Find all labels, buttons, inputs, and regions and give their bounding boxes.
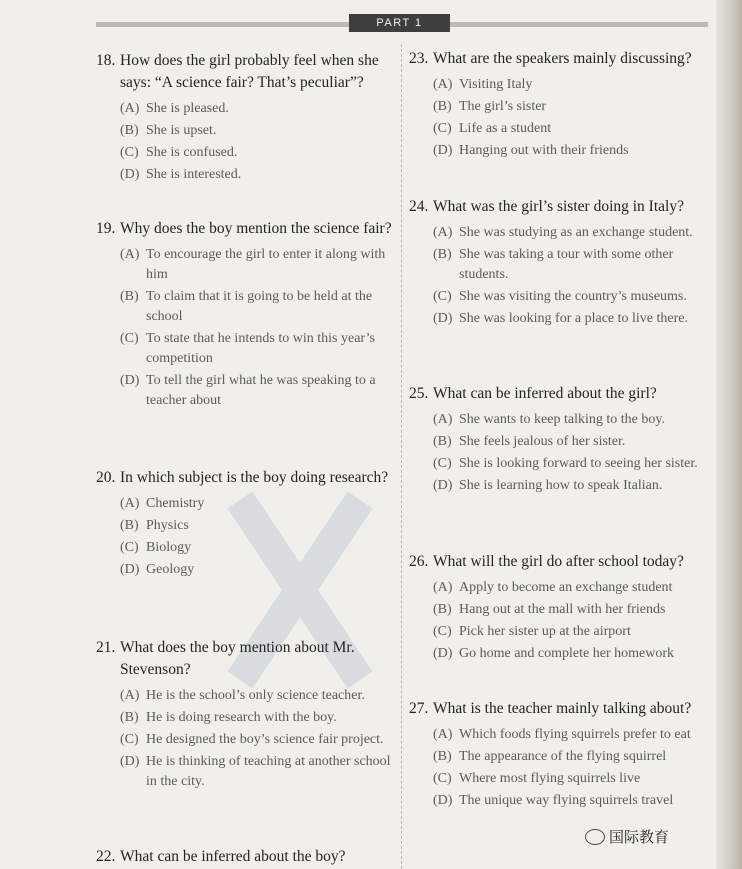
question-number: 21. (96, 639, 116, 656)
question-number: 18. (96, 52, 116, 69)
option-b: (B) Hang out at the mall with her friends (433, 602, 666, 617)
option-c: (C) Biology (120, 540, 192, 555)
option-a: (A) Chemistry (120, 496, 205, 511)
option-b: (B) She was taking a tour with some other students. (433, 247, 674, 282)
option-a: (A) Which foods flying squirrels prefer to eat (433, 727, 691, 742)
option-b: (B) She feels jealous of her sister. (433, 434, 626, 449)
option-d: (D) She was looking for a place to live there. (433, 311, 688, 326)
question-21 (96, 637, 396, 794)
option-c: (C) To state that he intends to win this year’s competition (120, 331, 375, 366)
option-a: (A) Visiting Italy (433, 77, 533, 92)
question-text: What is the teacher mainly talking about? (433, 700, 692, 717)
question-20 (96, 467, 396, 582)
option-a: (A) She wants to keep talking to the boy. (433, 412, 665, 427)
option-c: (C) She was visiting the country’s museums. (433, 289, 687, 304)
question-26 (409, 551, 709, 666)
column-divider (401, 44, 402, 869)
option-a: (A) He is the school’s only science teacher. (120, 688, 365, 703)
part-label: PART 1 (349, 14, 450, 32)
question-number: 20. (96, 469, 116, 486)
question-text: What does the boy mention about Mr. Stevenson? (120, 639, 355, 678)
question-22 (96, 846, 396, 868)
option-a: (A) She is pleased. (120, 101, 229, 116)
question-text: What will the girl do after school today? (433, 553, 684, 570)
option-d: (D) To tell the girl what he was speaking to a teacher about (120, 373, 376, 408)
question-number: 23. (409, 50, 429, 67)
option-a: (A) Apply to become an exchange student (433, 580, 673, 595)
option-a: (A) To encourage the girl to enter it along with him (120, 247, 386, 282)
question-text: Why does the boy mention the science fair? (120, 220, 392, 237)
question-number: 26. (409, 553, 429, 570)
question-number: 27. (409, 700, 429, 717)
question-text: In which subject is the boy doing research? (120, 469, 389, 486)
brand-text: 国际教育 (609, 828, 670, 846)
brand-mark (585, 826, 669, 847)
question-24 (409, 196, 709, 331)
option-b: (B) To claim that it is going to be held at the school (120, 289, 373, 324)
wechat-icon (585, 829, 605, 845)
question-19 (96, 218, 396, 413)
question-text: How does the girl probably feel when she says: “A science fair? That’s peculiar”? (120, 52, 379, 91)
option-b: (B) He is doing research with the boy. (120, 710, 337, 725)
page-binding-edge (716, 0, 742, 869)
option-d: (D) She is interested. (120, 167, 242, 182)
option-a: (A) She was studying as an exchange student. (433, 225, 693, 240)
question-text: What are the speakers mainly discussing? (433, 50, 692, 67)
option-d: (D) Go home and complete her homework (433, 646, 674, 661)
option-c: (C) She is confused. (120, 145, 238, 160)
option-c: (C) Life as a student (433, 121, 552, 136)
question-text: What was the girl’s sister doing in Italy? (433, 198, 684, 215)
option-b: (B) Physics (120, 518, 189, 533)
question-27 (409, 698, 709, 813)
question-23 (409, 48, 709, 163)
question-text: What can be inferred about the boy? (120, 848, 346, 865)
question-18 (96, 50, 396, 187)
question-number: 25. (409, 385, 429, 402)
option-d: (D) Geology (120, 562, 195, 577)
option-b: (B) The girl’s sister (433, 99, 547, 114)
option-c: (C) Where most flying squirrels live (433, 771, 641, 786)
question-number: 24. (409, 198, 429, 215)
question-25 (409, 383, 709, 498)
option-c: (C) Pick her sister up at the airport (433, 624, 631, 639)
question-text: What can be inferred about the girl? (433, 385, 657, 402)
option-b: (B) She is upset. (120, 123, 217, 138)
option-d: (D) Hanging out with their friends (433, 143, 629, 158)
option-d: (D) He is thinking of teaching at another school in the city. (120, 754, 391, 789)
option-b: (B) The appearance of the flying squirrel (433, 749, 667, 764)
option-c: (C) He designed the boy’s science fair project. (120, 732, 384, 747)
question-number: 19. (96, 220, 116, 237)
option-d: (D) The unique way flying squirrels travel (433, 793, 674, 808)
option-d: (D) She is learning how to speak Italian. (433, 478, 663, 493)
option-c: (C) She is looking forward to seeing her sister. (433, 456, 698, 471)
question-number: 22. (96, 848, 116, 865)
